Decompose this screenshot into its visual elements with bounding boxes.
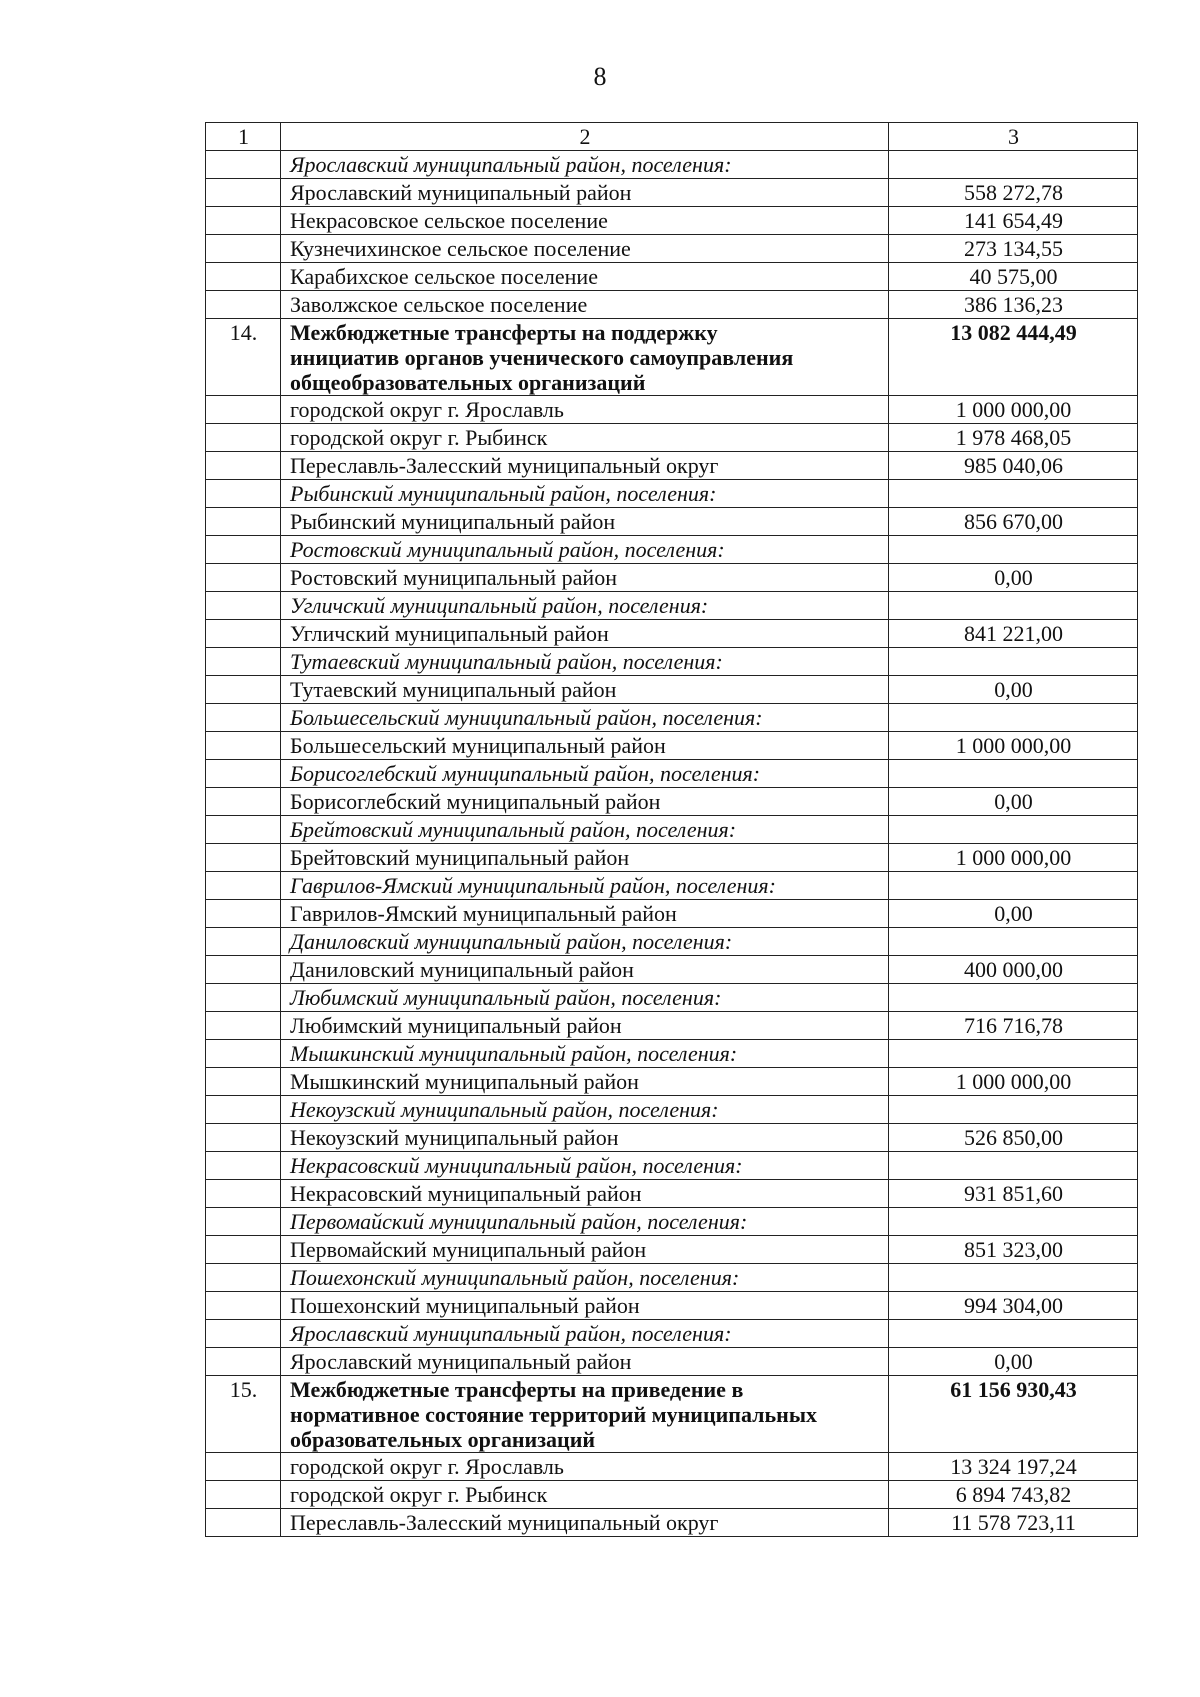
- table-row: [206, 396, 1138, 424]
- municipality-name: Карабихское сельское поселение: [281, 263, 889, 291]
- number-cell-empty: [206, 263, 281, 291]
- municipality-name: Первомайский муниципальный район: [281, 1236, 889, 1264]
- number-cell-empty: [206, 1152, 281, 1180]
- number-cell-empty: [206, 1124, 281, 1152]
- number-cell-empty: [206, 592, 281, 620]
- group-heading-name: Борисоглебский муниципальный район, поселения:: [281, 760, 889, 788]
- number-cell-empty: [206, 396, 281, 424]
- table-row: [206, 452, 1138, 480]
- table-row: [206, 508, 1138, 536]
- municipality-name: Борисоглебский муниципальный район: [281, 788, 889, 816]
- amount-cell: [889, 704, 1138, 732]
- table-row: [206, 424, 1138, 452]
- number-cell-empty: [206, 900, 281, 928]
- group-heading-name: Большесельский муниципальный район, поселения:: [281, 704, 889, 732]
- group-heading-row: [206, 816, 1138, 844]
- number-cell-empty: [206, 424, 281, 452]
- number-cell-empty: [206, 235, 281, 263]
- number-cell-empty: [206, 564, 281, 592]
- group-heading-row: [206, 648, 1138, 676]
- page-number: 8: [593, 62, 607, 91]
- amount-cell: 526 850,00: [889, 1124, 1138, 1152]
- municipality-name: Некрасовское сельское поселение: [281, 207, 889, 235]
- number-cell-empty: [206, 508, 281, 536]
- amount-cell: 841 221,00: [889, 620, 1138, 648]
- group-heading-name: Любимский муниципальный район, поселения:: [281, 984, 889, 1012]
- table-row: [206, 788, 1138, 816]
- table-row: [206, 1012, 1138, 1040]
- number-cell-empty: [206, 1453, 281, 1481]
- amount-cell: [889, 536, 1138, 564]
- municipality-name: Рыбинский муниципальный район: [281, 508, 889, 536]
- amount-cell: 0,00: [889, 1348, 1138, 1376]
- number-cell-empty: [206, 648, 281, 676]
- group-heading-row: [206, 1096, 1138, 1124]
- amount-cell: [889, 480, 1138, 508]
- group-heading-row: [206, 704, 1138, 732]
- amount-cell: [889, 1208, 1138, 1236]
- table-row: [206, 179, 1138, 207]
- amount-cell: [889, 1320, 1138, 1348]
- number-cell-empty: [206, 480, 281, 508]
- group-heading-row: [206, 1264, 1138, 1292]
- number-cell-empty: [206, 207, 281, 235]
- item-title-line: Межбюджетные трансферты на поддержку: [290, 320, 718, 345]
- group-heading-row: [206, 592, 1138, 620]
- amount-cell: [889, 648, 1138, 676]
- group-heading-name: Гаврилов-Ямский муниципальный район, поселения:: [281, 872, 889, 900]
- item-total: 13 082 444,49: [889, 319, 1138, 396]
- municipality-name: городской округ г. Рыбинск: [281, 424, 889, 452]
- table-row: [206, 564, 1138, 592]
- item-title-line: общеобразовательных организаций: [290, 370, 646, 395]
- number-cell-empty: [206, 844, 281, 872]
- table-row: [206, 235, 1138, 263]
- amount-cell: 400 000,00: [889, 956, 1138, 984]
- item-title-line: Межбюджетные трансферты на приведение в: [290, 1377, 744, 1402]
- amount-cell: 0,00: [889, 564, 1138, 592]
- amount-cell: 1 000 000,00: [889, 844, 1138, 872]
- group-heading-name: Тутаевский муниципальный район, поселения:: [281, 648, 889, 676]
- amount-cell: [889, 1040, 1138, 1068]
- amount-cell: 716 716,78: [889, 1012, 1138, 1040]
- amount-cell: [889, 760, 1138, 788]
- table-row: [206, 207, 1138, 235]
- number-cell-empty: [206, 1208, 281, 1236]
- number-cell-empty: [206, 1292, 281, 1320]
- number-cell-empty: [206, 956, 281, 984]
- group-heading-row: [206, 760, 1138, 788]
- municipality-name: Кузнечихинское сельское поселение: [281, 235, 889, 263]
- amount-cell: 11 578 723,11: [889, 1509, 1138, 1537]
- group-heading-name: Ярославский муниципальный район, поселения:: [281, 151, 889, 179]
- amount-cell: 994 304,00: [889, 1292, 1138, 1320]
- amount-cell: [889, 1152, 1138, 1180]
- number-cell-empty: [206, 984, 281, 1012]
- municipality-name: Переславль-Залесский муниципальный округ: [281, 1509, 889, 1537]
- municipality-name: городской округ г. Ярославль: [281, 1453, 889, 1481]
- item-number: 15.: [206, 1376, 281, 1453]
- group-heading-name: Пошехонский муниципальный район, поселения:: [281, 1264, 889, 1292]
- amount-cell: 856 670,00: [889, 508, 1138, 536]
- table-row: [206, 1509, 1138, 1537]
- municipality-name: Тутаевский муниципальный район: [281, 676, 889, 704]
- municipality-name: Мышкинский муниципальный район: [281, 1068, 889, 1096]
- item-title: [281, 319, 889, 396]
- amount-cell: [889, 816, 1138, 844]
- group-heading-row: [206, 984, 1138, 1012]
- group-heading-name: Некрасовский муниципальный район, поселения:: [281, 1152, 889, 1180]
- number-cell-empty: [206, 291, 281, 319]
- number-cell-empty: [206, 536, 281, 564]
- municipality-name: Брейтовский муниципальный район: [281, 844, 889, 872]
- municipality-name: Ярославский муниципальный район: [281, 179, 889, 207]
- header-col-1: 1: [206, 123, 281, 151]
- number-cell-empty: [206, 1348, 281, 1376]
- group-heading-row: [206, 872, 1138, 900]
- number-cell-empty: [206, 872, 281, 900]
- budget-table-body: [206, 123, 1138, 1537]
- table-row: [206, 900, 1138, 928]
- table-header-row: [206, 123, 1138, 151]
- amount-cell: [889, 984, 1138, 1012]
- number-cell-empty: [206, 788, 281, 816]
- amount-cell: 0,00: [889, 676, 1138, 704]
- amount-cell: 851 323,00: [889, 1236, 1138, 1264]
- number-cell-empty: [206, 620, 281, 648]
- number-cell-empty: [206, 1236, 281, 1264]
- municipality-name: Даниловский муниципальный район: [281, 956, 889, 984]
- amount-cell: 931 851,60: [889, 1180, 1138, 1208]
- amount-cell: 985 040,06: [889, 452, 1138, 480]
- number-cell-empty: [206, 1040, 281, 1068]
- table-row: [206, 844, 1138, 872]
- group-heading-name: Некоузский муниципальный район, поселения:: [281, 1096, 889, 1124]
- number-cell-empty: [206, 1481, 281, 1509]
- table-row: [206, 1180, 1138, 1208]
- table-row: [206, 620, 1138, 648]
- table-row: [206, 956, 1138, 984]
- amount-cell: [889, 1264, 1138, 1292]
- table-row: [206, 291, 1138, 319]
- municipality-name: Большесельский муниципальный район: [281, 732, 889, 760]
- amount-cell: [889, 151, 1138, 179]
- municipality-name: Гаврилов-Ямский муниципальный район: [281, 900, 889, 928]
- group-heading-name: Рыбинский муниципальный район, поселения:: [281, 480, 889, 508]
- group-heading-row: [206, 151, 1138, 179]
- item-heading-row: [206, 319, 1138, 396]
- amount-cell: 1 000 000,00: [889, 732, 1138, 760]
- amount-cell: [889, 872, 1138, 900]
- header-col-3: 3: [889, 123, 1138, 151]
- group-heading-name: Даниловский муниципальный район, поселения:: [281, 928, 889, 956]
- group-heading-row: [206, 1152, 1138, 1180]
- number-cell-empty: [206, 1509, 281, 1537]
- municipality-name: Переславль-Залесский муниципальный округ: [281, 452, 889, 480]
- municipality-name: городской округ г. Ярославль: [281, 396, 889, 424]
- municipality-name: Ростовский муниципальный район: [281, 564, 889, 592]
- table-row: [206, 676, 1138, 704]
- table-row: [206, 1453, 1138, 1481]
- group-heading-row: [206, 928, 1138, 956]
- amount-cell: 1 000 000,00: [889, 1068, 1138, 1096]
- amount-cell: [889, 1096, 1138, 1124]
- municipality-name: Угличский муниципальный район: [281, 620, 889, 648]
- number-cell-empty: [206, 1068, 281, 1096]
- number-cell-empty: [206, 676, 281, 704]
- item-title: [281, 1376, 889, 1453]
- number-cell-empty: [206, 760, 281, 788]
- number-cell-empty: [206, 1012, 281, 1040]
- table-row: [206, 1236, 1138, 1264]
- number-cell-empty: [206, 1096, 281, 1124]
- table-row: [206, 263, 1138, 291]
- amount-cell: 0,00: [889, 900, 1138, 928]
- number-cell-empty: [206, 452, 281, 480]
- municipality-name: Ярославский муниципальный район: [281, 1348, 889, 1376]
- number-cell-empty: [206, 732, 281, 760]
- group-heading-row: [206, 536, 1138, 564]
- municipality-name: Некоузский муниципальный район: [281, 1124, 889, 1152]
- budget-table: [205, 122, 1138, 1537]
- group-heading-name: Брейтовский муниципальный район, поселения:: [281, 816, 889, 844]
- amount-cell: 1 000 000,00: [889, 396, 1138, 424]
- municipality-name: Некрасовский муниципальный район: [281, 1180, 889, 1208]
- group-heading-row: [206, 1208, 1138, 1236]
- table-row: [206, 1292, 1138, 1320]
- amount-cell: 6 894 743,82: [889, 1481, 1138, 1509]
- item-number: 14.: [206, 319, 281, 396]
- number-cell-empty: [206, 151, 281, 179]
- amount-cell: 13 324 197,24: [889, 1453, 1138, 1481]
- number-cell-empty: [206, 1264, 281, 1292]
- group-heading-name: Угличский муниципальный район, поселения:: [281, 592, 889, 620]
- amount-cell: 558 272,78: [889, 179, 1138, 207]
- amount-cell: [889, 592, 1138, 620]
- group-heading-row: [206, 480, 1138, 508]
- table-row: [206, 1124, 1138, 1152]
- item-total: 61 156 930,43: [889, 1376, 1138, 1453]
- item-heading-row: [206, 1376, 1138, 1453]
- municipality-name: городской округ г. Рыбинск: [281, 1481, 889, 1509]
- number-cell-empty: [206, 1180, 281, 1208]
- table-row: [206, 1481, 1138, 1509]
- municipality-name: Пошехонский муниципальный район: [281, 1292, 889, 1320]
- amount-cell: 40 575,00: [889, 263, 1138, 291]
- header-col-2: 2: [281, 123, 889, 151]
- group-heading-name: Ярославский муниципальный район, поселения:: [281, 1320, 889, 1348]
- group-heading-name: Первомайский муниципальный район, поселения:: [281, 1208, 889, 1236]
- item-title-line: нормативное состояние территорий муниципальных: [290, 1402, 818, 1427]
- item-title-line: образовательных организаций: [290, 1427, 596, 1452]
- amount-cell: 1 978 468,05: [889, 424, 1138, 452]
- table-row: [206, 1068, 1138, 1096]
- table-row: [206, 1348, 1138, 1376]
- municipality-name: Любимский муниципальный район: [281, 1012, 889, 1040]
- amount-cell: 273 134,55: [889, 235, 1138, 263]
- number-cell-empty: [206, 704, 281, 732]
- number-cell-empty: [206, 179, 281, 207]
- number-cell-empty: [206, 1320, 281, 1348]
- group-heading-row: [206, 1040, 1138, 1068]
- item-title-line: инициатив органов ученического самоуправления: [290, 345, 794, 370]
- amount-cell: 386 136,23: [889, 291, 1138, 319]
- group-heading-name: Мышкинский муниципальный район, поселения:: [281, 1040, 889, 1068]
- group-heading-row: [206, 1320, 1138, 1348]
- amount-cell: 141 654,49: [889, 207, 1138, 235]
- table-row: [206, 732, 1138, 760]
- group-heading-name: Ростовский муниципальный район, поселения:: [281, 536, 889, 564]
- number-cell-empty: [206, 816, 281, 844]
- amount-cell: [889, 928, 1138, 956]
- number-cell-empty: [206, 928, 281, 956]
- amount-cell: 0,00: [889, 788, 1138, 816]
- municipality-name: Заволжское сельское поселение: [281, 291, 889, 319]
